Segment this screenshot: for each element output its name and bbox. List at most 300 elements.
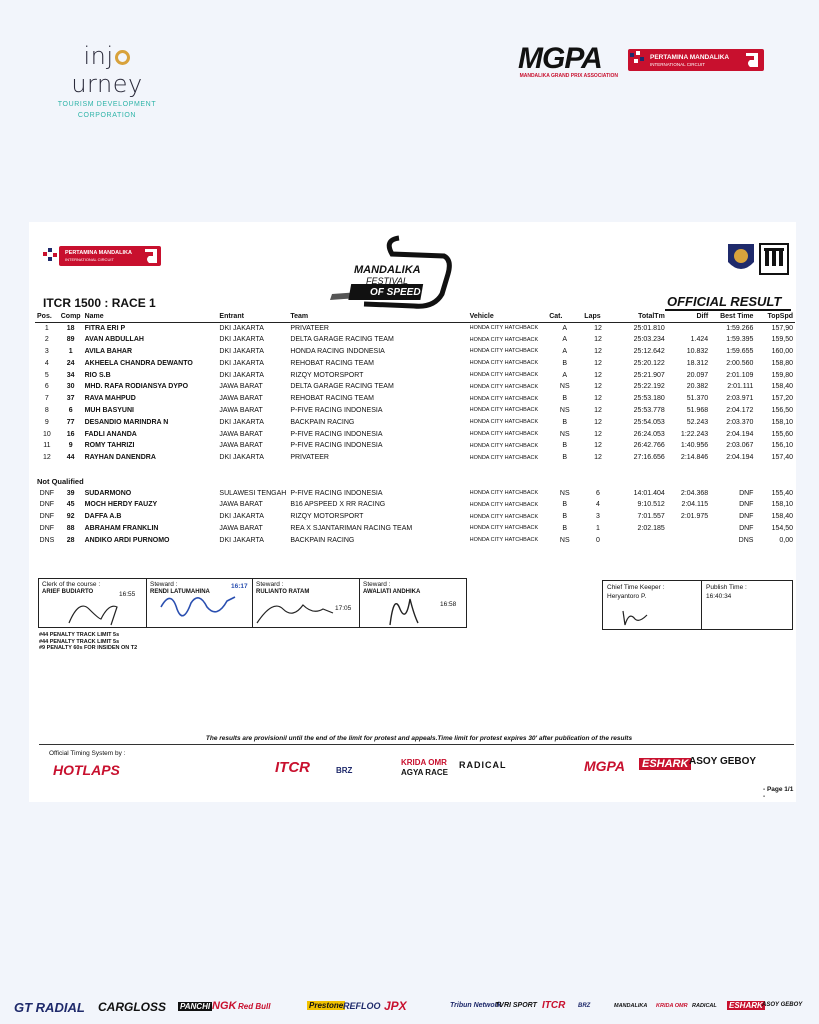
result-row — [35, 357, 795, 369]
not-qualified-row — [35, 487, 795, 499]
krida-omr-logo: KRIDA OMR — [401, 758, 447, 767]
cell-cat: NS — [559, 406, 570, 414]
result-row — [35, 334, 795, 346]
cell-laps: 12 — [594, 371, 602, 379]
mgpa-m: M — [518, 42, 542, 75]
col-total: TotalTm — [614, 311, 667, 322]
col-best: Best Time — [710, 311, 755, 322]
cell-diff — [667, 523, 710, 535]
col-diff: Diff — [667, 311, 710, 322]
cell-team: DELTA GARAGE RACING TEAM — [290, 336, 394, 344]
steward3-box — [359, 578, 467, 628]
eshark-logo: ESHARK — [639, 758, 691, 770]
cell-team: RIZQY MOTORSPORT — [290, 513, 364, 521]
col-pos: Pos. — [35, 311, 59, 322]
cell-entrant: DKI JAKARTA — [219, 418, 264, 426]
clerk-signature-icon — [39, 579, 147, 629]
cell-pos: 8 — [44, 406, 49, 414]
cell-entrant: DKI JAKARTA — [219, 324, 264, 332]
cell-topspd: 158,40 — [771, 383, 793, 391]
cell-total: 25:53.778 — [633, 406, 665, 414]
cell-best: 2:00.560 — [726, 359, 754, 367]
cell-total — [614, 534, 667, 546]
cell-topspd: 158,80 — [771, 359, 793, 367]
cell-pos: DNF — [39, 513, 55, 521]
festival-line3: OF SPEED — [370, 287, 421, 298]
cell-best: 2:03.067 — [726, 442, 754, 450]
footer-divider — [39, 744, 794, 745]
cell-total: 14:01.404 — [633, 489, 665, 497]
injourney-sub2: CORPORATION — [77, 112, 137, 119]
cell-topspd: 155,60 — [771, 430, 793, 438]
publish-label: Publish Time : — [706, 584, 747, 591]
spacer-row — [35, 464, 795, 476]
sponsor-refloo: REFLOO — [343, 1001, 381, 1011]
not-qualified-row — [35, 523, 795, 535]
steward2-name: RULIANTO RATAM — [256, 589, 310, 595]
sponsor-eshark: ESHARK — [729, 1001, 763, 1010]
cell-comp: 37 — [66, 395, 75, 403]
results-body — [35, 322, 795, 464]
cell-team: P-FIVE RACING INDONESIA — [290, 442, 383, 450]
cell-comp: 24 — [66, 359, 75, 367]
chief-timekeeper-box — [602, 580, 702, 630]
cell-diff: 2:01.975 — [680, 513, 709, 521]
cell-name: ANDIKO ARDI PURNOMO — [84, 536, 170, 544]
cell-total: 26:42.766 — [633, 442, 665, 450]
cell-laps: 12 — [594, 383, 602, 391]
cell-comp: 92 — [66, 513, 75, 521]
cell-total: 27:16.656 — [633, 454, 665, 462]
cell-laps: 12 — [594, 395, 602, 403]
cell-best: 2:01.109 — [726, 371, 754, 379]
sponsor-tvri: TVRI SPORT — [495, 1002, 537, 1009]
cell-total: 7:01.557 — [637, 513, 665, 521]
cell-entrant: JAWA BARAT — [219, 383, 263, 391]
cell-comp: 39 — [66, 489, 75, 497]
cell-vehicle: HONDA CITY HATCHBACK — [469, 325, 539, 332]
result-sheet — [29, 222, 796, 802]
cell-team: REHOBAT RACING TEAM — [290, 359, 374, 367]
cell-diff: 20.382 — [686, 383, 709, 391]
cell-vehicle: HONDA CITY HATCHBACK — [469, 336, 539, 343]
cell-name: AVILA BAHAR — [84, 347, 133, 355]
publish-time: 16:40:34 — [706, 593, 732, 600]
chief-timekeeper-signature-icon — [603, 581, 703, 631]
sponsor-gt-radial: GT RADIAL — [14, 1000, 85, 1015]
agya-race-logo: AGYA RACE — [401, 768, 448, 777]
clerk-of-course-box — [38, 578, 146, 628]
col-entrant: Entrant — [217, 311, 288, 322]
cell-total: 2:02.185 — [637, 524, 665, 532]
col-cat: Cat. — [547, 311, 582, 322]
cell-entrant: JAWA BARAT — [219, 395, 263, 403]
pmic-top-name: PERTAMINA MANDALIKA — [650, 54, 730, 61]
cell-topspd: 159,50 — [771, 336, 793, 344]
cell-best: DNF — [739, 489, 754, 497]
cell-entrant: JAWA BARAT — [219, 501, 263, 509]
not-qualified-title: Not Qualified — [37, 476, 84, 486]
cell-cat: A — [562, 371, 568, 379]
cell-comp: 16 — [66, 430, 75, 438]
col-vehicle: Vehicle — [468, 311, 548, 322]
cell-topspd: 158,10 — [771, 501, 793, 509]
cell-comp: 45 — [66, 501, 75, 509]
result-row — [35, 428, 795, 440]
cell-pos: 11 — [43, 442, 51, 450]
cell-cat: NS — [559, 536, 570, 544]
cell-total: 25:12.642 — [633, 347, 665, 355]
clerk-label: Clerk of the course : — [42, 581, 101, 588]
sponsor-strip — [0, 990, 819, 1024]
result-row — [35, 381, 795, 393]
cell-best: 2:04.194 — [726, 454, 754, 462]
cell-vehicle: HONDA CITY HATCHBACK — [469, 383, 539, 390]
cell-laps: 12 — [594, 406, 602, 414]
sponsor-panchi: PANCHI — [180, 1002, 211, 1011]
cell-comp: 88 — [66, 524, 75, 532]
brz-logo: BRZ — [336, 766, 353, 775]
cell-diff: 1.424 — [690, 336, 709, 344]
cell-topspd: 158,10 — [771, 418, 793, 426]
col-laps: Laps — [582, 311, 613, 322]
cell-cat: B — [562, 359, 568, 367]
cell-total: 25:21.907 — [633, 371, 665, 379]
cell-pos: DNF — [39, 524, 55, 532]
cell-diff: 51.968 — [686, 406, 709, 414]
cell-vehicle: HONDA CITY HATCHBACK — [469, 431, 539, 438]
cell-team: BACKPAIN RACING — [290, 418, 355, 426]
cell-diff: 2:14.846 — [680, 454, 709, 462]
mgpa-footer-logo: MGPA — [584, 758, 625, 774]
sponsor-cargloss: CARGLOSS — [98, 1000, 167, 1014]
steward2-label: Steward : — [256, 581, 284, 588]
steward1-time: 16:17 — [231, 583, 248, 590]
cell-name: MUH BASYUNI — [84, 406, 134, 414]
cell-topspd: 155,40 — [771, 489, 793, 497]
result-row — [35, 369, 795, 381]
steward2-signature-icon — [253, 579, 360, 629]
sponsor-ngk: NGK — [212, 1000, 237, 1012]
cell-cat: A — [562, 324, 568, 332]
sponsor-tribun: Tribun Network — [450, 1002, 502, 1009]
cell-topspd: 156,10 — [771, 442, 793, 450]
cell-laps: 1 — [596, 524, 600, 532]
cell-topspd: 157,90 — [771, 324, 793, 332]
cell-name: ROMY TAHRIZI — [84, 442, 135, 450]
cell-best: 1:59.655 — [726, 347, 754, 355]
results-header-row — [35, 311, 795, 322]
cell-diff: 2:04.115 — [681, 501, 709, 509]
cell-vehicle: HONDA CITY HATCHBACK — [469, 537, 539, 544]
cell-comp: 1 — [68, 347, 73, 355]
cell-laps: 12 — [594, 324, 602, 332]
cell-diff: 1:40.956 — [680, 442, 709, 450]
cell-laps: 0 — [596, 536, 600, 544]
cell-cat: A — [562, 336, 568, 344]
cell-total: 26:24.053 — [633, 430, 665, 438]
cell-vehicle: HONDA CITY HATCHBACK — [469, 372, 539, 379]
cell-name: RAVA MAHPUD — [84, 395, 136, 403]
cell-pos: DNF — [39, 489, 55, 497]
cell-name: DESANDIO MARINDRA N — [84, 418, 169, 426]
cell-laps: 12 — [594, 336, 602, 344]
cell-team: RIZQY MOTORSPORT — [290, 371, 364, 379]
cell-best: DNF — [739, 501, 754, 509]
cell-comp: 18 — [66, 324, 75, 332]
cell-pos: 12 — [42, 454, 51, 462]
cell-laps: 12 — [594, 454, 602, 462]
cell-name: FITRA ERI P — [84, 324, 126, 332]
cell-topspd: 157,40 — [771, 454, 793, 462]
sponsor-redbull: Red Bull — [238, 1002, 271, 1011]
not-qualified-body — [35, 487, 795, 546]
cell-team: P-FIVE RACING INDONESIA — [290, 430, 383, 438]
cell-cat: A — [562, 347, 568, 355]
steward1-box — [146, 578, 252, 628]
injourney-logo — [52, 42, 162, 120]
cell-entrant: JAWA BARAT — [219, 442, 263, 450]
cell-name: ABRAHAM FRANKLIN — [84, 524, 159, 532]
cell-topspd: 0,00 — [779, 536, 793, 544]
cell-entrant: DKI JAKARTA — [219, 347, 264, 355]
cell-vehicle: HONDA CITY HATCHBACK — [469, 348, 539, 355]
result-row — [35, 346, 795, 358]
pmic-sheet-sub: INTERNATIONAL CIRCUIT — [65, 257, 114, 262]
cell-total: 25:03.234 — [633, 336, 665, 344]
result-row — [35, 416, 795, 428]
cell-entrant: DKI JAKARTA — [219, 359, 264, 367]
top-banner — [0, 0, 819, 225]
cell-cat: B — [562, 418, 568, 426]
pmic-top-sub: INTERNATIONAL CIRCUIT — [650, 62, 706, 67]
cell-pos: 2 — [44, 336, 49, 344]
sponsor-prestone: Prestone — [309, 1001, 344, 1010]
cell-vehicle: HONDA CITY HATCHBACK — [469, 525, 539, 532]
federation-badges — [724, 240, 794, 280]
cell-entrant: DKI JAKARTA — [219, 336, 264, 344]
result-row — [35, 452, 795, 464]
pertamina-mandalika-logo — [628, 45, 764, 75]
cell-name: DAFFA A.B — [84, 513, 122, 521]
cell-laps: 12 — [594, 418, 602, 426]
cell-diff: 20.097 — [686, 371, 709, 379]
cell-entrant: DKI JAKARTA — [219, 371, 264, 379]
col-name: Name — [83, 311, 218, 322]
festival-line2: FESTIVAL — [366, 276, 409, 286]
steward3-time: 16:58 — [440, 601, 457, 608]
cell-name: AVAN ABDULLAH — [84, 336, 144, 344]
itcr-logo: ITCR — [275, 759, 310, 776]
cell-pos: 3 — [44, 347, 49, 355]
sponsor-brz: BRZ — [578, 1003, 591, 1009]
injourney-word-b: urney — [71, 70, 143, 98]
result-row — [35, 440, 795, 452]
steward3-name: AWALIATI ANDHIKA — [363, 589, 421, 595]
cell-cat: B — [562, 442, 568, 450]
cell-vehicle: HONDA CITY HATCHBACK — [469, 360, 539, 367]
cell-team: DELTA GARAGE RACING TEAM — [290, 383, 394, 391]
cell-name: AKHEELA CHANDRA DEWANTO — [84, 359, 193, 367]
sponsor-radical: RADICAL — [692, 1003, 717, 1009]
imi-shield-icon — [724, 240, 794, 280]
cell-vehicle: HONDA CITY HATCHBACK — [469, 454, 539, 461]
provisional-disclaimer: The results are provisionil until the end of the limit for protest and appeals.Time limit for protest expires 30' after publication of the results — [205, 735, 633, 742]
cell-total: 25:54.053 — [633, 418, 665, 426]
cell-best: DNF — [739, 513, 754, 521]
penalty-note: #44 PENALTY TRACK LIMIT 5s — [39, 632, 120, 638]
mandalika-festival-of-speed-logo — [324, 234, 454, 312]
injourney-word-a: inj — [83, 42, 114, 70]
cell-cat: B — [562, 501, 568, 509]
cell-comp: 30 — [66, 383, 75, 391]
cell-vehicle: HONDA CITY HATCHBACK — [469, 442, 539, 449]
sheet-pertamina-logo — [43, 244, 161, 270]
col-comp: Comp — [59, 311, 83, 322]
cell-pos: DNS — [39, 536, 55, 544]
cell-cat: B — [562, 524, 568, 532]
cell-vehicle: HONDA CITY HATCHBACK — [469, 490, 539, 497]
not-qualified-row — [35, 511, 795, 523]
cell-laps: 12 — [594, 442, 602, 450]
cell-laps: 3 — [596, 513, 600, 521]
cell-diff: 52.243 — [686, 418, 709, 426]
clerk-name: ARIEF BUDIARTO — [42, 589, 94, 595]
cell-best: 2:03.971 — [726, 395, 754, 403]
cell-team: P-FIVE RACING INDONESIA — [290, 489, 383, 497]
cell-team: PRIVATEER — [290, 324, 329, 332]
cell-pos: DNF — [39, 501, 55, 509]
cell-comp: 34 — [66, 371, 75, 379]
pmic-sheet-name: PERTAMINA MANDALIKA — [65, 250, 132, 256]
injourney-sub1: TOURISM DEVELOPMENT — [57, 101, 157, 108]
cell-vehicle: HONDA CITY HATCHBACK — [469, 395, 539, 402]
official-result-label: OFFICIAL RESULT — [667, 294, 782, 309]
injourney-o-mark — [115, 50, 130, 65]
cell-vehicle: HONDA CITY HATCHBACK — [469, 407, 539, 414]
chief-timekeeper-name: Heryantoro P. — [607, 593, 647, 600]
cell-topspd: 158,40 — [771, 513, 793, 521]
sponsor-krida: KRIDA OMR — [656, 1003, 688, 1009]
cell-team: P-FIVE RACING INDONESIA — [290, 406, 383, 414]
cell-diff — [667, 534, 710, 546]
cell-entrant: DKI JAKARTA — [219, 454, 264, 462]
cell-team: HONDA RACING INDONESIA — [290, 347, 385, 355]
cell-diff: 18.312 — [686, 359, 709, 367]
cell-diff: 10.832 — [686, 347, 709, 355]
cell-laps: 6 — [596, 489, 600, 497]
sponsor-asoy-geboy: ASOY GEBOY — [762, 1002, 803, 1008]
cell-comp: 77 — [66, 418, 75, 426]
cell-comp: 28 — [66, 536, 75, 544]
cell-topspd: 159,80 — [771, 371, 793, 379]
cell-name: MHD. RAFA RODIANSYA DYPO — [84, 383, 189, 391]
cell-total: 25:01.810 — [633, 324, 665, 332]
cell-topspd: 156,50 — [771, 406, 793, 414]
cell-total: 9:10.512 — [637, 501, 665, 509]
steward2-time: 17:05 — [335, 605, 352, 612]
cell-cat: B — [562, 454, 568, 462]
sponsor-itcr: ITCR — [542, 1000, 566, 1011]
result-row — [35, 393, 795, 405]
cell-name: RAYHAN DANENDRA — [84, 454, 156, 462]
cell-cat: NS — [559, 430, 570, 438]
hotlaps-logo: HOTLAPS — [53, 762, 120, 778]
cell-pos: 9 — [44, 418, 49, 426]
cell-entrant: DKI JAKARTA — [219, 536, 264, 544]
col-team: Team — [288, 311, 467, 322]
radical-logo: RADICAL — [459, 760, 507, 770]
sponsor-jpx: JPX — [384, 999, 407, 1013]
sponsor-mandalika: MANDALIKA — [614, 1003, 648, 1009]
cell-diff — [667, 322, 710, 334]
results-table — [35, 311, 795, 546]
cell-team: PRIVATEER — [290, 454, 329, 462]
page-number: - Page 1/1 - — [763, 786, 794, 800]
penalty-note: #44 PENALTY TRACK LIMIT 5s — [39, 638, 120, 645]
chief-timekeeper-label: Chief Time Keeper : — [607, 584, 665, 591]
timing-label: Official Timing System by : — [49, 750, 126, 757]
cell-topspd: 157,20 — [771, 395, 793, 403]
cell-name: MOCH HERDY FAUZY — [84, 501, 158, 509]
cell-vehicle: HONDA CITY HATCHBACK — [469, 419, 539, 426]
cell-topspd: 160,00 — [771, 347, 793, 355]
cell-cat: B — [562, 513, 568, 521]
publish-time-box — [701, 580, 793, 630]
cell-best: 2:03.370 — [726, 418, 754, 426]
cell-team: REA X SJANTARIMAN RACING TEAM — [290, 524, 413, 532]
cell-best: 2:04.172 — [726, 406, 754, 414]
not-qualified-row — [35, 534, 795, 546]
steward2-box — [252, 578, 359, 628]
penalties-list — [39, 632, 137, 652]
cell-laps: 12 — [594, 359, 602, 367]
festival-line1: MANDALIKA — [354, 264, 421, 276]
steward3-label: Steward : — [363, 581, 391, 588]
cell-name: RIO S.B — [84, 371, 111, 379]
cell-cat: B — [562, 395, 568, 403]
cell-vehicle: HONDA CITY HATCHBACK — [469, 501, 539, 508]
cell-comp: 6 — [68, 406, 73, 414]
result-row — [35, 405, 795, 417]
cell-best: 1:59.266 — [726, 324, 754, 332]
cell-best: 2:01.111 — [727, 383, 754, 391]
cell-pos: 7 — [44, 395, 49, 403]
cell-best: 2:04.194 — [726, 430, 754, 438]
mgpa-logo — [518, 44, 618, 78]
penalty-note: #9 PENALTY 60s FOR INSIDEN ON T2 — [39, 645, 138, 651]
cell-laps: 4 — [596, 501, 600, 509]
mgpa-tagline: MANDALIKA GRAND PRIX ASSOCIATION — [519, 73, 618, 79]
cell-best: DNS — [738, 536, 754, 544]
cell-topspd: 154,50 — [771, 524, 793, 532]
cell-total: 25:22.192 — [633, 383, 665, 391]
cell-vehicle: HONDA CITY HATCHBACK — [469, 513, 539, 520]
cell-cat: NS — [559, 383, 570, 391]
mgpa-gpa: GPA — [542, 42, 602, 75]
cell-pos: 4 — [44, 359, 49, 367]
cell-pos: 10 — [42, 430, 51, 438]
steward1-name: RENDI LATUMAHINA — [150, 589, 210, 595]
cell-comp: 89 — [66, 336, 75, 344]
cell-pos: 5 — [44, 371, 49, 379]
clerk-time: 16:55 — [119, 591, 136, 598]
cell-pos: 1 — [44, 324, 49, 332]
cell-entrant: JAWA BARAT — [219, 524, 263, 532]
asoy-geboy-logo: ASOY GEBOY — [689, 756, 757, 767]
cell-cat: NS — [559, 489, 570, 497]
result-row — [35, 322, 795, 334]
